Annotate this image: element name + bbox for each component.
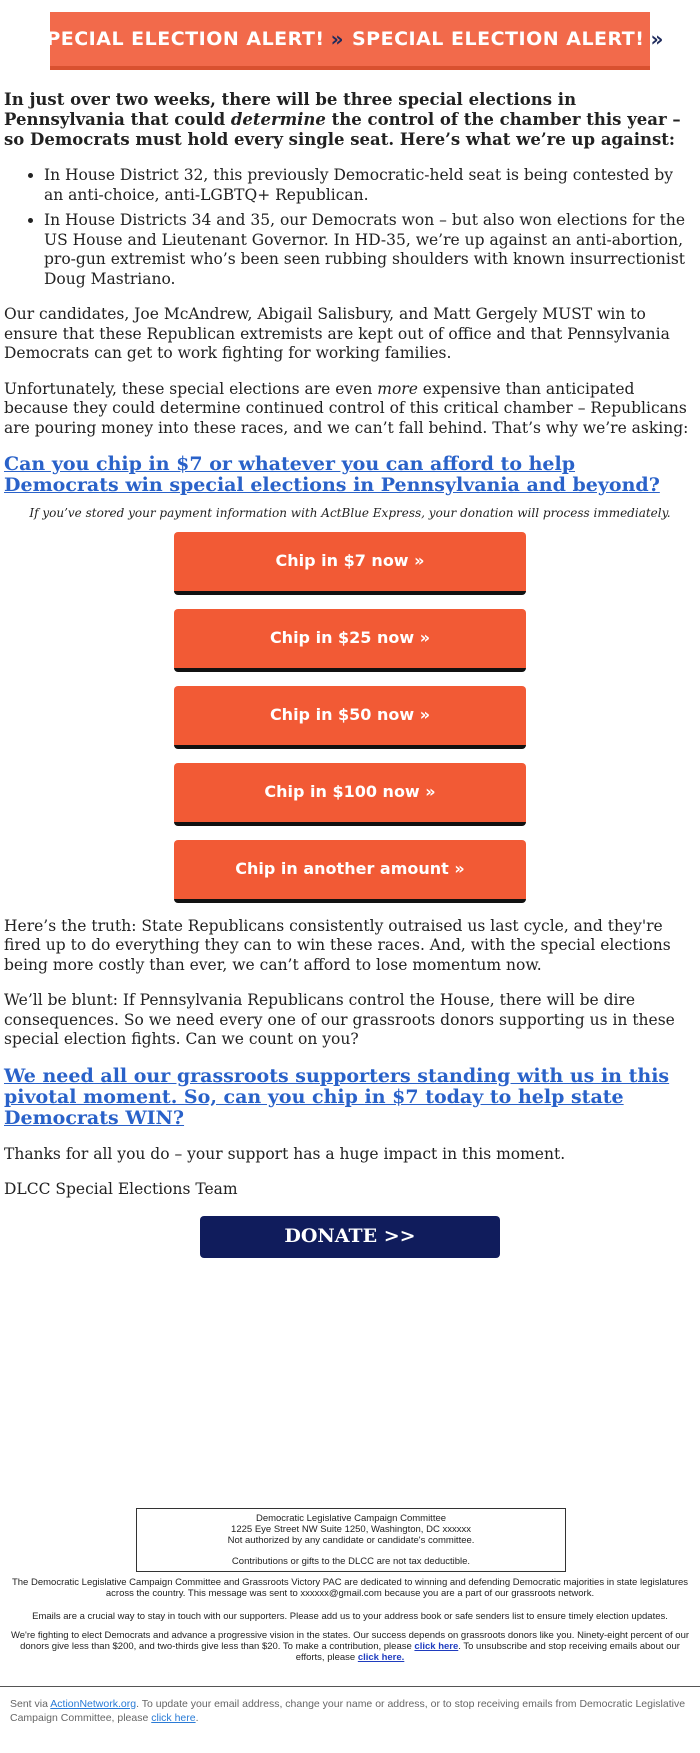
- chip-in-other-button[interactable]: Chip in another amount »: [174, 840, 526, 903]
- sent-via-middle: . To update your email address, change your name or address, or to stop receiving emails from Democratic Legislative Campaign Committee, please: [10, 1698, 686, 1724]
- fighting-text-start: We're fighting to elect Democrats and advance a progressive vision in the states. Our success depends on grassroots donors like you. Ninety-eight percent of our donors give less than $200, and two-thirds give less than $20. To make a contribution, please: [10, 1630, 690, 1652]
- double-chevron-icon: »: [650, 27, 664, 51]
- sent-via-text: [10, 1697, 690, 1725]
- double-chevron-icon: »: [330, 27, 344, 51]
- lead-text-end: the control of the chamber this year – so Democrats must hold every single seat. Here’s what we’re up against:: [4, 110, 681, 149]
- unsubscribe-link[interactable]: click here.: [357, 1652, 405, 1663]
- chip-in-50-button[interactable]: Chip in $50 now »: [174, 686, 526, 749]
- blunt-paragraph: We’ll be blunt: If Pennsylvania Republicans control the House, there will be dire consequences. So we need every one of our grassroots donors supporting us in these special election fights. Can we count on you?: [4, 991, 675, 1048]
- emails-note: Emails are a crucial way to stay in touch with our supporters. Please add us to your address book or safe senders list to ensure timely election updates.: [32, 1611, 668, 1622]
- chip-in-25-button[interactable]: Chip in $25 now »: [174, 609, 526, 672]
- grassroots-link[interactable]: We need all our grassroots supporters standing with us in this pivotal moment. So, can you chip in $7 today to help state Democrats WIN?: [4, 1064, 670, 1129]
- special-election-banner: [32, 12, 664, 70]
- address-line: 1225 Eye Street NW Suite 1250, Washington, DC xxxxxx: [231, 1524, 471, 1535]
- banner-text-2: SPECIAL ELECTION ALERT!: [352, 28, 645, 50]
- donation-buttons: [174, 532, 526, 903]
- chip-in-100-button[interactable]: Chip in $100 now »: [174, 763, 526, 826]
- sent-via-start: Sent via: [10, 1698, 51, 1710]
- sent-via-end: .: [195, 1712, 199, 1724]
- truth-paragraph: Here’s the truth: State Republicans consistently outraised us last cycle, and they're fired up to do everything they can to win these races. And, with the special elections being more costly than ever, we can’t afford to lose momentum now.: [4, 916, 671, 974]
- address-line: Democratic Legislative Campaign Committee: [255, 1513, 447, 1524]
- lead-paragraph: [4, 90, 696, 150]
- actionnetwork-link[interactable]: ActionNetwork.org: [50, 1698, 137, 1710]
- lead-emphasis: determine: [230, 110, 326, 129]
- actblue-note: If you’ve stored your payment information with ActBlue Express, your donation will process immediately.: [29, 506, 671, 520]
- contribute-link[interactable]: click here: [414, 1641, 459, 1652]
- districts-list: [4, 166, 696, 289]
- tax-note: Contributions or gifts to the DLCC are not tax deductible.: [231, 1556, 471, 1567]
- signature: DLCC Special Elections Team: [4, 1180, 238, 1198]
- email-body: [4, 90, 696, 1258]
- lead-text: In just over two weeks, there will be three special elections in Pennsylvania that could: [4, 90, 577, 129]
- banner-text-1: SPECIAL ELECTION ALERT!: [32, 28, 325, 50]
- thanks-paragraph: Thanks for all you do – your support has a huge impact in this moment.: [4, 1144, 566, 1163]
- candidates-paragraph: Our candidates, Joe McAndrew, Abigail Salisbury, and Matt Gergely MUST win to ensure that these Republican extremists are kept out of office and that Pennsylvania Democrats can get to work fighting for working families.: [4, 305, 670, 362]
- list-item: • In House District 32, this previously Democratic-held seat is being contested by an anti-choice, anti-LGBTQ+ Republican.: [44, 166, 696, 205]
- update-preferences-link[interactable]: click here: [151, 1712, 196, 1724]
- address-line: Not authorized by any candidate or candidate's committee.: [227, 1535, 475, 1546]
- fighting-text: [10, 1630, 690, 1663]
- mission-text: The Democratic Legislative Campaign Committee and Grassroots Victory PAC are dedicated to winning and defending Democratic majorities in state legislatures across the country. This message was sent to xxxxxx@gmail.com because you are a part of our grassroots network.: [11, 1577, 689, 1599]
- donate-button[interactable]: DONATE >>: [200, 1216, 500, 1258]
- address-box: [136, 1508, 566, 1572]
- chip-in-7-button[interactable]: Chip in $7 now »: [174, 532, 526, 595]
- donate-row: [4, 1216, 696, 1258]
- expense-emphasis: more: [377, 379, 418, 398]
- expense-text: Unfortunately, these special elections are even: [4, 379, 378, 398]
- footer-divider: [0, 1686, 700, 1687]
- expense-text-end: expensive than anticipated because they could determine continued control of this critical chamber – Republicans are pouring money into these races, and we can’t fall behind. That’s why we’re asking:: [4, 379, 689, 437]
- expense-paragraph: [4, 380, 696, 439]
- chip-in-link[interactable]: Can you chip in $7 or whatever you can afford to help Democrats win special elections in Pennsylvania and beyond?: [4, 453, 660, 496]
- fighting-text-middle: . To unsubscribe and stop receiving emails about our efforts, please: [295, 1641, 680, 1663]
- list-item: • In House Districts 34 and 35, our Democrats won – but also won elections for the US House and Lieutenant Governor. In HD-35, we’re up against an anti-abortion, pro-gun extremist who’s been seen rubbing shoulders with known insurrectionist Doug Mastriano.: [44, 211, 696, 289]
